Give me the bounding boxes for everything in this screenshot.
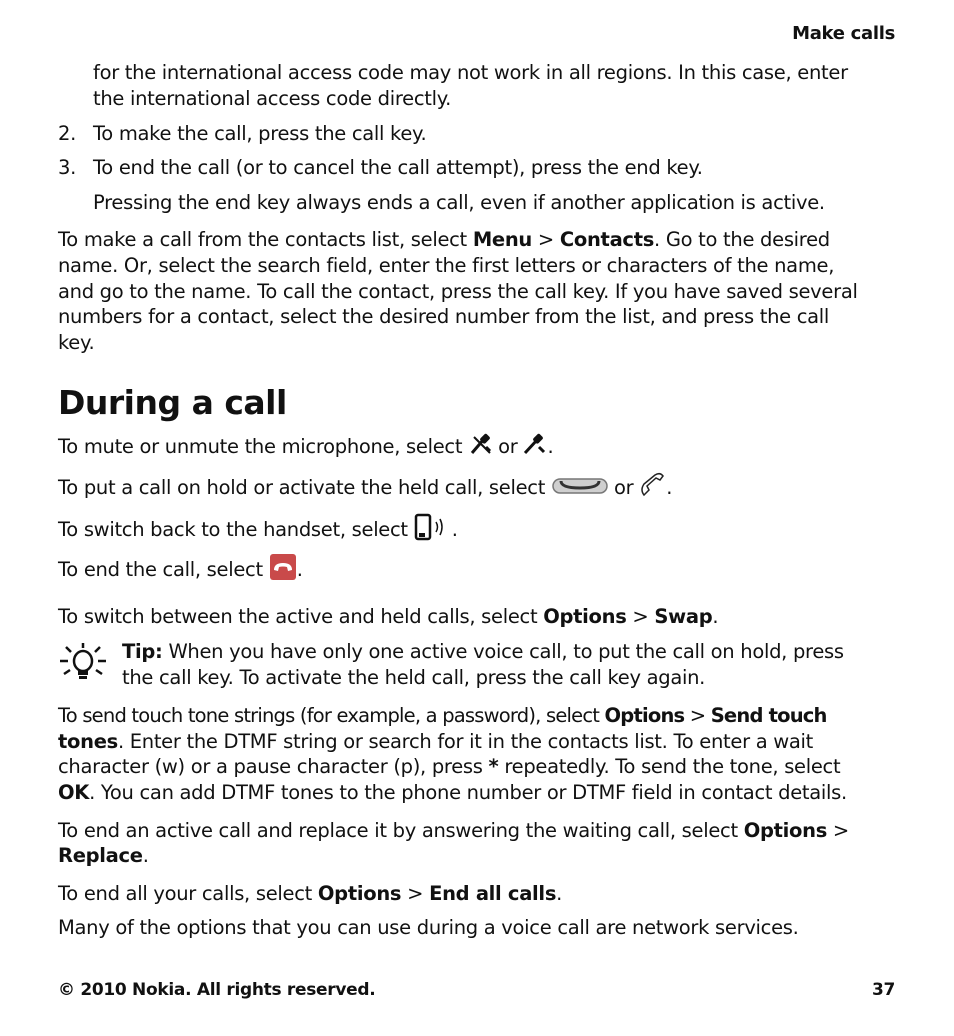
ok-term: OK [58, 781, 90, 804]
end-call-paragraph: To end the call, select . [58, 553, 303, 588]
mute-paragraph: To mute or unmute the microphone, select or . [58, 431, 553, 464]
network-services-paragraph: Many of the options that you can use during a voice call are network services. [58, 916, 799, 939]
contacts-paragraph-line-3: and go to the name. To call the contact, press the call key. If you have saved several [58, 280, 858, 303]
section-header: Make calls [792, 23, 895, 44]
end-all-calls-term: End all calls [429, 882, 557, 905]
send-touch-term: Send touch [710, 704, 827, 727]
intro-continuation-line-2: the international access code directly. [93, 87, 452, 110]
menu-term: Menu [472, 228, 533, 251]
replace-line-1: To end an active call and replace it by answering the waiting call, select Options > [58, 819, 849, 842]
step-3-note: Pressing the end key always ends a call, even if another application is active. [93, 191, 825, 214]
tip-line-2: the call key. To activate the held call, press the call key again. [122, 666, 706, 689]
dtmf-line-3: character (w) or a pause character (p), press * repeatedly. To send the tone, select [58, 755, 841, 778]
tip-line-1: Tip: When you have only one active voice call, to put the call on hold, press [122, 640, 844, 663]
step-3-text: To end the call (or to cancel the call attempt), press the end key. [93, 156, 703, 179]
contacts-paragraph-line-1: To make a call from the contacts list, select Menu > Contacts. Go to the desired [58, 228, 830, 251]
contacts-paragraph-line-2: name. Or, select the search field, enter the first letters or characters of the name, [58, 254, 835, 277]
phone-speaker-icon [414, 513, 452, 548]
hold-call-icon [551, 473, 609, 504]
microphone-icon [521, 431, 547, 464]
contacts-paragraph-line-5: key. [58, 331, 95, 354]
microphone-muted-icon [468, 431, 494, 464]
step-3-number: 3. [58, 156, 77, 179]
tip-label: Tip: [122, 640, 163, 663]
hold-paragraph: To put a call on hold or activate the held call, select or . [58, 472, 672, 505]
contacts-term: Contacts [559, 228, 655, 251]
tones-term: tones [58, 730, 118, 753]
options-term: Options [543, 605, 627, 628]
replace-term: Replace [58, 844, 143, 867]
swap-paragraph: To switch between the active and held calls, select Options > Swap. [58, 605, 719, 628]
contacts-paragraph-line-4: numbers for a contact, select the desired number from the list, and press the call [58, 305, 830, 328]
handset-paragraph: To switch back to the handset, select . [58, 513, 458, 548]
lightbulb-tip-icon [58, 641, 108, 692]
page-number: 37 [871, 980, 895, 1000]
dtmf-line-1: To send touch tone strings (for example, a password), select Options > Send touch [58, 704, 827, 727]
copyright: © 2010 Nokia. All rights reserved. [58, 980, 376, 1000]
dtmf-line-4: OK. You can add DTMF tones to the phone number or DTMF field in contact details. [58, 781, 847, 804]
options-term: Options [317, 882, 402, 905]
dtmf-line-2: tones. Enter the DTMF string or search for it in the contacts list. To enter a wait [58, 730, 814, 753]
section-heading: During a call [58, 383, 287, 422]
options-term: Options [743, 819, 828, 842]
options-term: Options [604, 704, 685, 727]
handset-icon [638, 472, 666, 505]
end-all-paragraph: To end all your calls, select Options > End all calls. [58, 882, 563, 905]
swap-term: Swap [654, 605, 713, 628]
step-2-number: 2. [58, 122, 77, 145]
end-call-icon [269, 553, 297, 588]
step-2-text: To make the call, press the call key. [93, 122, 427, 145]
replace-line-2: Replace. [58, 844, 149, 867]
star-key: * [488, 755, 499, 778]
intro-continuation-line-1: for the international access code may not work in all regions. In this case, enter [93, 61, 848, 84]
